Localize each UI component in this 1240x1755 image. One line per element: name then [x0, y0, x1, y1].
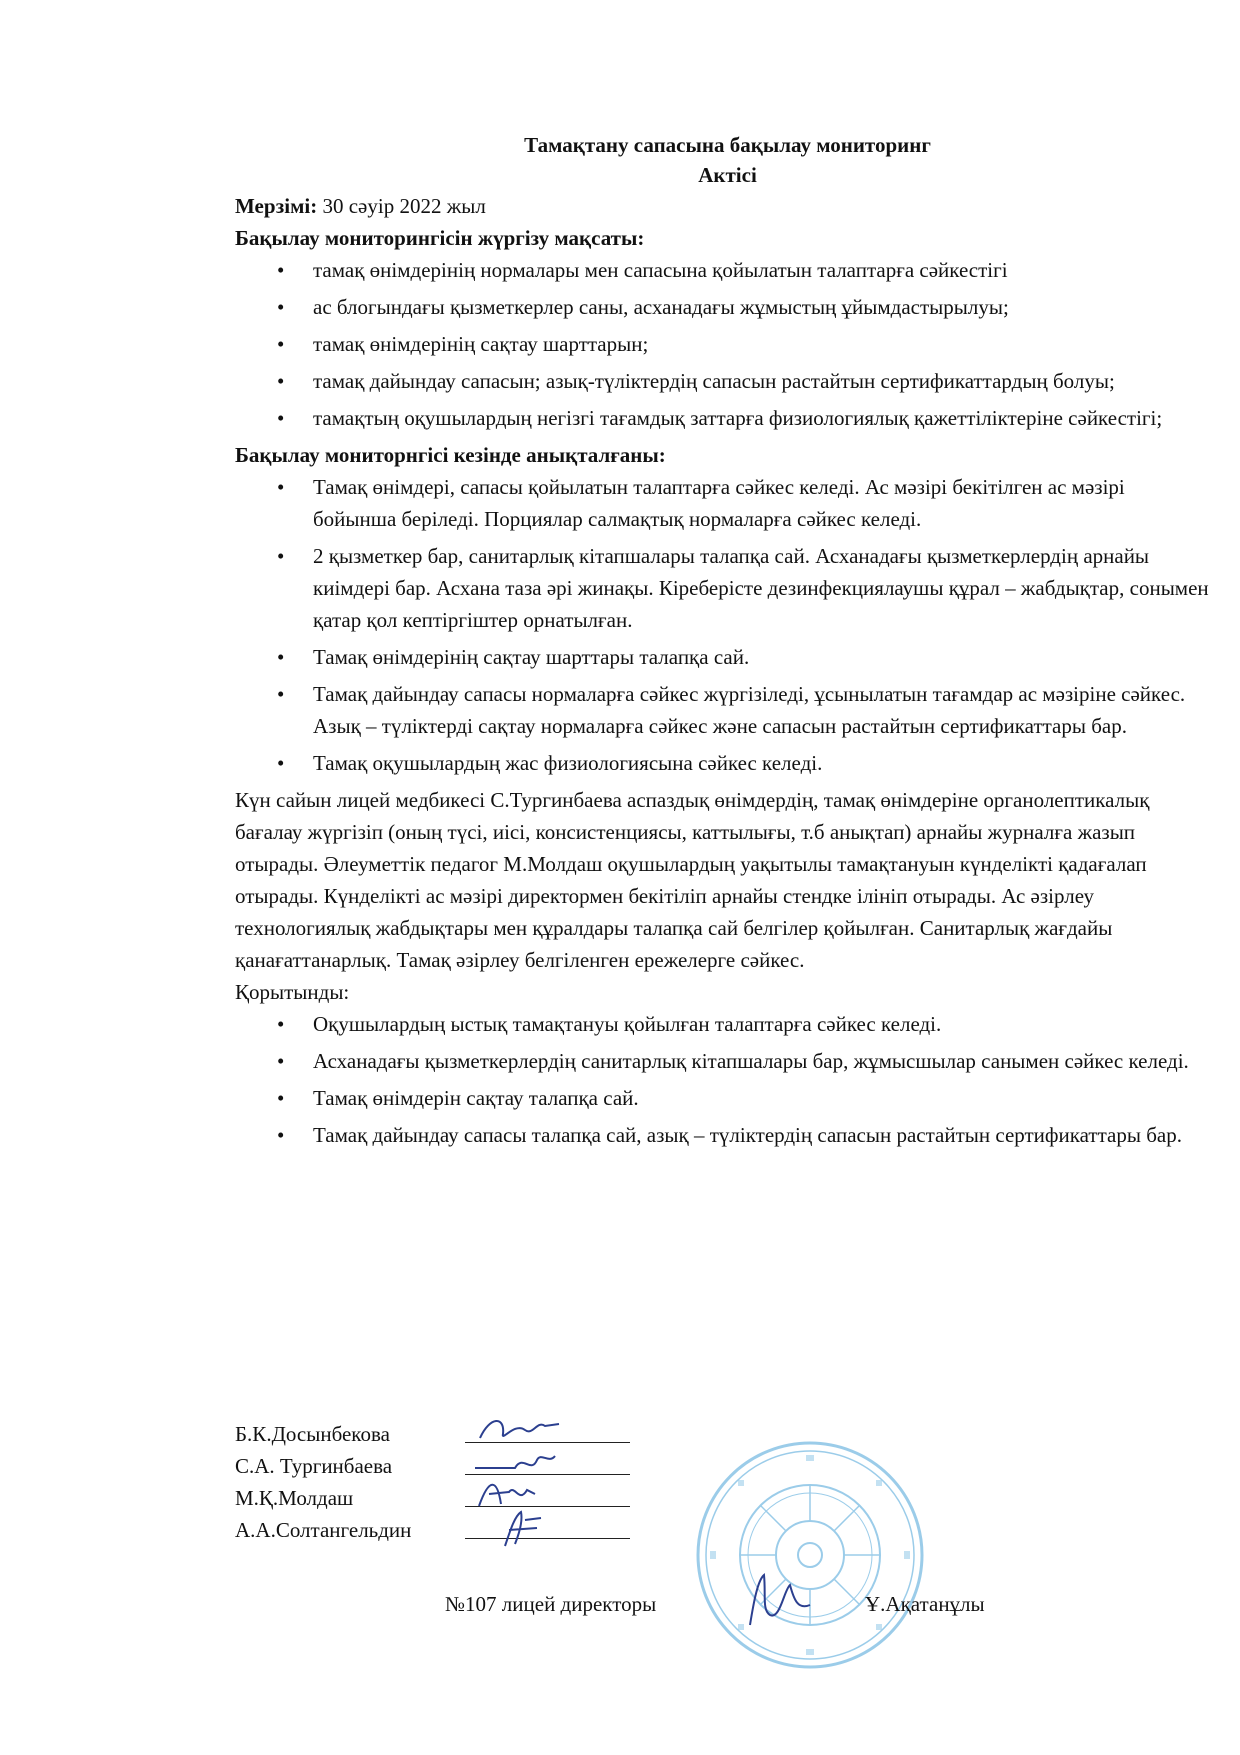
date-label: Мерзімі: — [235, 194, 318, 218]
list-item: • 2 қызметкер бар, санитарлық кітапшалары талапқа сай. Асханадағы қызметкерлердің арнайы киімдері бар. Асхана таза әрі жинақы. Кіреберісте дезинфекциялаушы құрал – жабдықтар, сонымен қатар қол кептіргіштер орнатылған. — [235, 540, 1210, 636]
list-item: • тамақ өнімдерінің нормалары мен сапасына қойылатын талаптарға сәйкестігі — [235, 254, 1210, 286]
director-signature-icon — [740, 1570, 820, 1630]
official-stamp-icon — [690, 1435, 930, 1675]
signatory-name: А.А.Солтангельдин — [235, 1518, 412, 1542]
signatory-name: Б.К.Досынбекова — [235, 1422, 390, 1446]
list-item: • Тамақ оқушылардың жас физиологиясына сәйкес келеді. — [235, 747, 1210, 779]
signatory-name: С.А. Тургинбаева — [235, 1454, 393, 1478]
conclusion-heading: Қорытынды: — [235, 980, 350, 1004]
signatory-name: М.Қ.Молдаш — [235, 1486, 354, 1510]
list-item: • тамақтың оқушылардың негізгі тағамдық заттарға физиологиялық қажеттіліктеріне сәйкестігі; — [235, 402, 1210, 434]
handwritten-signature-icon — [475, 1508, 565, 1548]
list-item: • ас блогындағы қызметкерлер саны, асханадағы жұмыстың ұйымдастырылуы; — [235, 291, 1210, 323]
list-item: • Тамақ өнімдері, сапасы қойылатын талаптарға сәйкес келеді. Ас мәзірі бекітілген ас мәзірі бойынша беріледі. Порциялар салмақтық нормаларға сәйкес келеді. — [235, 471, 1210, 535]
list-item: • Тамақ өнімдерін сақтау талапқа сай. — [235, 1082, 1210, 1114]
date-line — [235, 190, 1210, 222]
list-item: • Тамақ өнімдерінің сақтау шарттары талапқа сай. — [235, 641, 1210, 673]
findings-list — [235, 471, 1210, 779]
document-subtitle: Актісі — [698, 163, 757, 187]
list-item: • Оқушылардың ыстық тамақтануы қойылған талаптарға сәйкес келеді. — [235, 1008, 1210, 1040]
handwritten-signature-icon — [475, 1476, 565, 1512]
list-item: • тамақ өнімдерінің сақтау шарттарын; — [235, 328, 1210, 360]
date-value: 30 сәуір 2022 жыл — [317, 194, 486, 218]
purpose-list — [235, 254, 1210, 434]
handwritten-signature-icon — [475, 1444, 565, 1480]
handwritten-signature-icon — [475, 1412, 565, 1448]
list-item: • Асханадағы қызметкерлердің санитарлық кітапшалары бар, жұмысшылар санымен сәйкес келеді. — [235, 1045, 1210, 1077]
list-item: • Тамақ дайындау сапасы нормаларға сәйкес жүргізіледі, ұсынылатын тағамдар ас мәзіріне сәйкес. Азық – түліктерді сақтау нормаларға сәйкес және сапасын растайтын сертификаттары бар. — [235, 678, 1210, 742]
conclusion-list — [235, 1008, 1210, 1151]
director-name: Ұ.Ақатанұлы — [865, 1592, 985, 1616]
findings-heading: Бақылау мониторнгісі кезінде анықталғаны: — [235, 443, 666, 467]
purpose-heading: Бақылау мониторингісін жүргізу мақсаты: — [235, 226, 645, 250]
list-item: • тамақ дайындау сапасын; азық-түліктердің сапасын растайтын сертификаттардың болуы; — [235, 365, 1210, 397]
director-title: №107 лицей директоры — [445, 1592, 657, 1616]
list-item: • Тамақ дайындау сапасы талапқа сай, азық – түліктердің сапасын растайтын сертификаттары бар. — [235, 1119, 1210, 1151]
daily-paragraph: Күн сайын лицей медбикесі С.Тургинбаева аспаздық өнімдердің, тамақ өнімдеріне органолептикалық бағалау жүргізіп (оның түсі, иісі, консистенциясы, каттылығы, т.б анықтап) арнайы журналға жазып отырады. Әлеуметтік педагог М.Молдаш оқушылардың уақытылы тамақтануын күнделікті қадағалап отырады. Күнделікті ас мәзірі директормен бекітіліп арнайы стендке ілініп отырады. Ас әзірлеу технологиялық жабдықтары мен құралдары талапқа сай белгілер қойылған. Санитарлық жағдайы қанағаттанарлық. Тамақ әзірлеу белгіленген ережелерге сәйкес. — [235, 788, 1150, 972]
document-title: Тамақтану сапасына бақылау мониторинг — [524, 133, 931, 157]
document-body — [235, 130, 1210, 1156]
